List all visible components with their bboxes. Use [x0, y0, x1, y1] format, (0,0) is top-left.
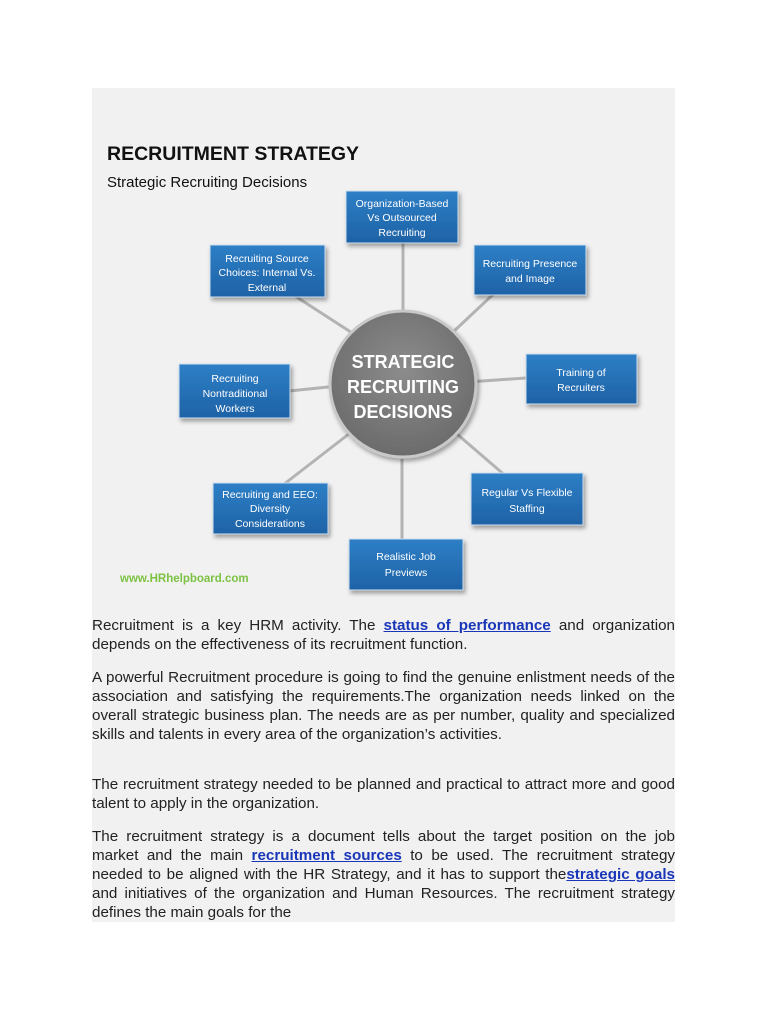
- recruitment-strategy-diagram: [92, 88, 675, 602]
- strategic-goals-link[interactable]: strategic goals: [566, 866, 675, 883]
- node-training-of-recruiters: [526, 354, 637, 404]
- node-organization-based-vs-outsourced: [346, 191, 458, 243]
- paragraph-text: and initiatives of the organization and Human Resources. The recruitment strategy defines the main goals for the: [92, 885, 675, 921]
- node-realistic-job-previews: [349, 539, 463, 590]
- node-label: Previews: [384, 567, 428, 579]
- node-label: Staffing: [509, 503, 545, 515]
- node-label: Realistic Job: [376, 551, 436, 563]
- paragraph-2: A powerful Recruitment procedure is going to find the genuine enlistment needs of the association and satisfying the requirements.The organization needs linked on the overall strategic business plan. The needs are as per number, quality and specialized skills and talents in every area of the organization’s activities.: [92, 669, 675, 743]
- node-label: Workers: [215, 403, 255, 415]
- node-label: External: [247, 282, 287, 294]
- node-label: Recruiting: [211, 373, 259, 385]
- node-label: Choices: Internal Vs.: [218, 267, 316, 279]
- node-recruiting-nontraditional-workers: [179, 364, 290, 418]
- node-label: Vs Outsourced: [367, 212, 437, 224]
- paragraph-4: [92, 827, 675, 922]
- node-label: Training of: [556, 367, 606, 379]
- paragraph-text: Recruitment is a key HRM activity. The: [92, 617, 384, 634]
- paragraph-text: The recruitment strategy is a document tells about the target position on the job market and the main: [92, 828, 675, 864]
- paragraph-3: The recruitment strategy needed to be planned and practical to attract more and good talent to apply in the organization.: [92, 776, 675, 812]
- node-label: Organization-Based: [355, 198, 449, 210]
- node-recruiting-source-choices: [210, 245, 325, 297]
- node-label: Recruiting Presence: [482, 258, 578, 270]
- node-label: Regular Vs Flexible: [481, 487, 573, 499]
- watermark: www.HRhelpboard.com: [120, 573, 249, 585]
- node-label: Nontraditional: [202, 388, 268, 400]
- node-label: Considerations: [234, 518, 306, 530]
- node-label: Diversity: [249, 503, 291, 515]
- node-label: and Image: [505, 273, 555, 285]
- node-recruiting-presence-and-image: [474, 245, 586, 295]
- node-label: Recruiting and EEO:: [222, 489, 318, 501]
- paragraph-text: and organization depends on the effectiveness of its recruitment function.: [92, 617, 675, 653]
- recruitment-sources-link[interactable]: recruitment sources: [251, 847, 402, 864]
- diagram-subtitle: Strategic Recruiting Decisions: [107, 174, 308, 191]
- center-label-line-1: STRATEGIC: [351, 352, 455, 372]
- paragraph-1: [92, 616, 675, 654]
- paragraph-text: to be used. The recruitment strategy needed to be aligned with the HR Strategy, and it has to support the: [92, 847, 675, 883]
- node-regular-vs-flexible-staffing: [471, 473, 583, 525]
- status-of-performance-link[interactable]: status of performance: [383, 617, 551, 634]
- center-label-line-3: DECISIONS: [353, 402, 453, 422]
- center-label-line-2: RECRUITING: [347, 377, 459, 397]
- article-body: [92, 602, 675, 922]
- node-label: Recruiting Source: [225, 253, 309, 265]
- node-label: Recruiting: [378, 227, 426, 239]
- node-label: Recruiters: [557, 382, 605, 394]
- node-recruiting-and-eeo-diversity: [213, 483, 328, 534]
- diagram-title: RECRUITMENT STRATEGY: [107, 143, 360, 165]
